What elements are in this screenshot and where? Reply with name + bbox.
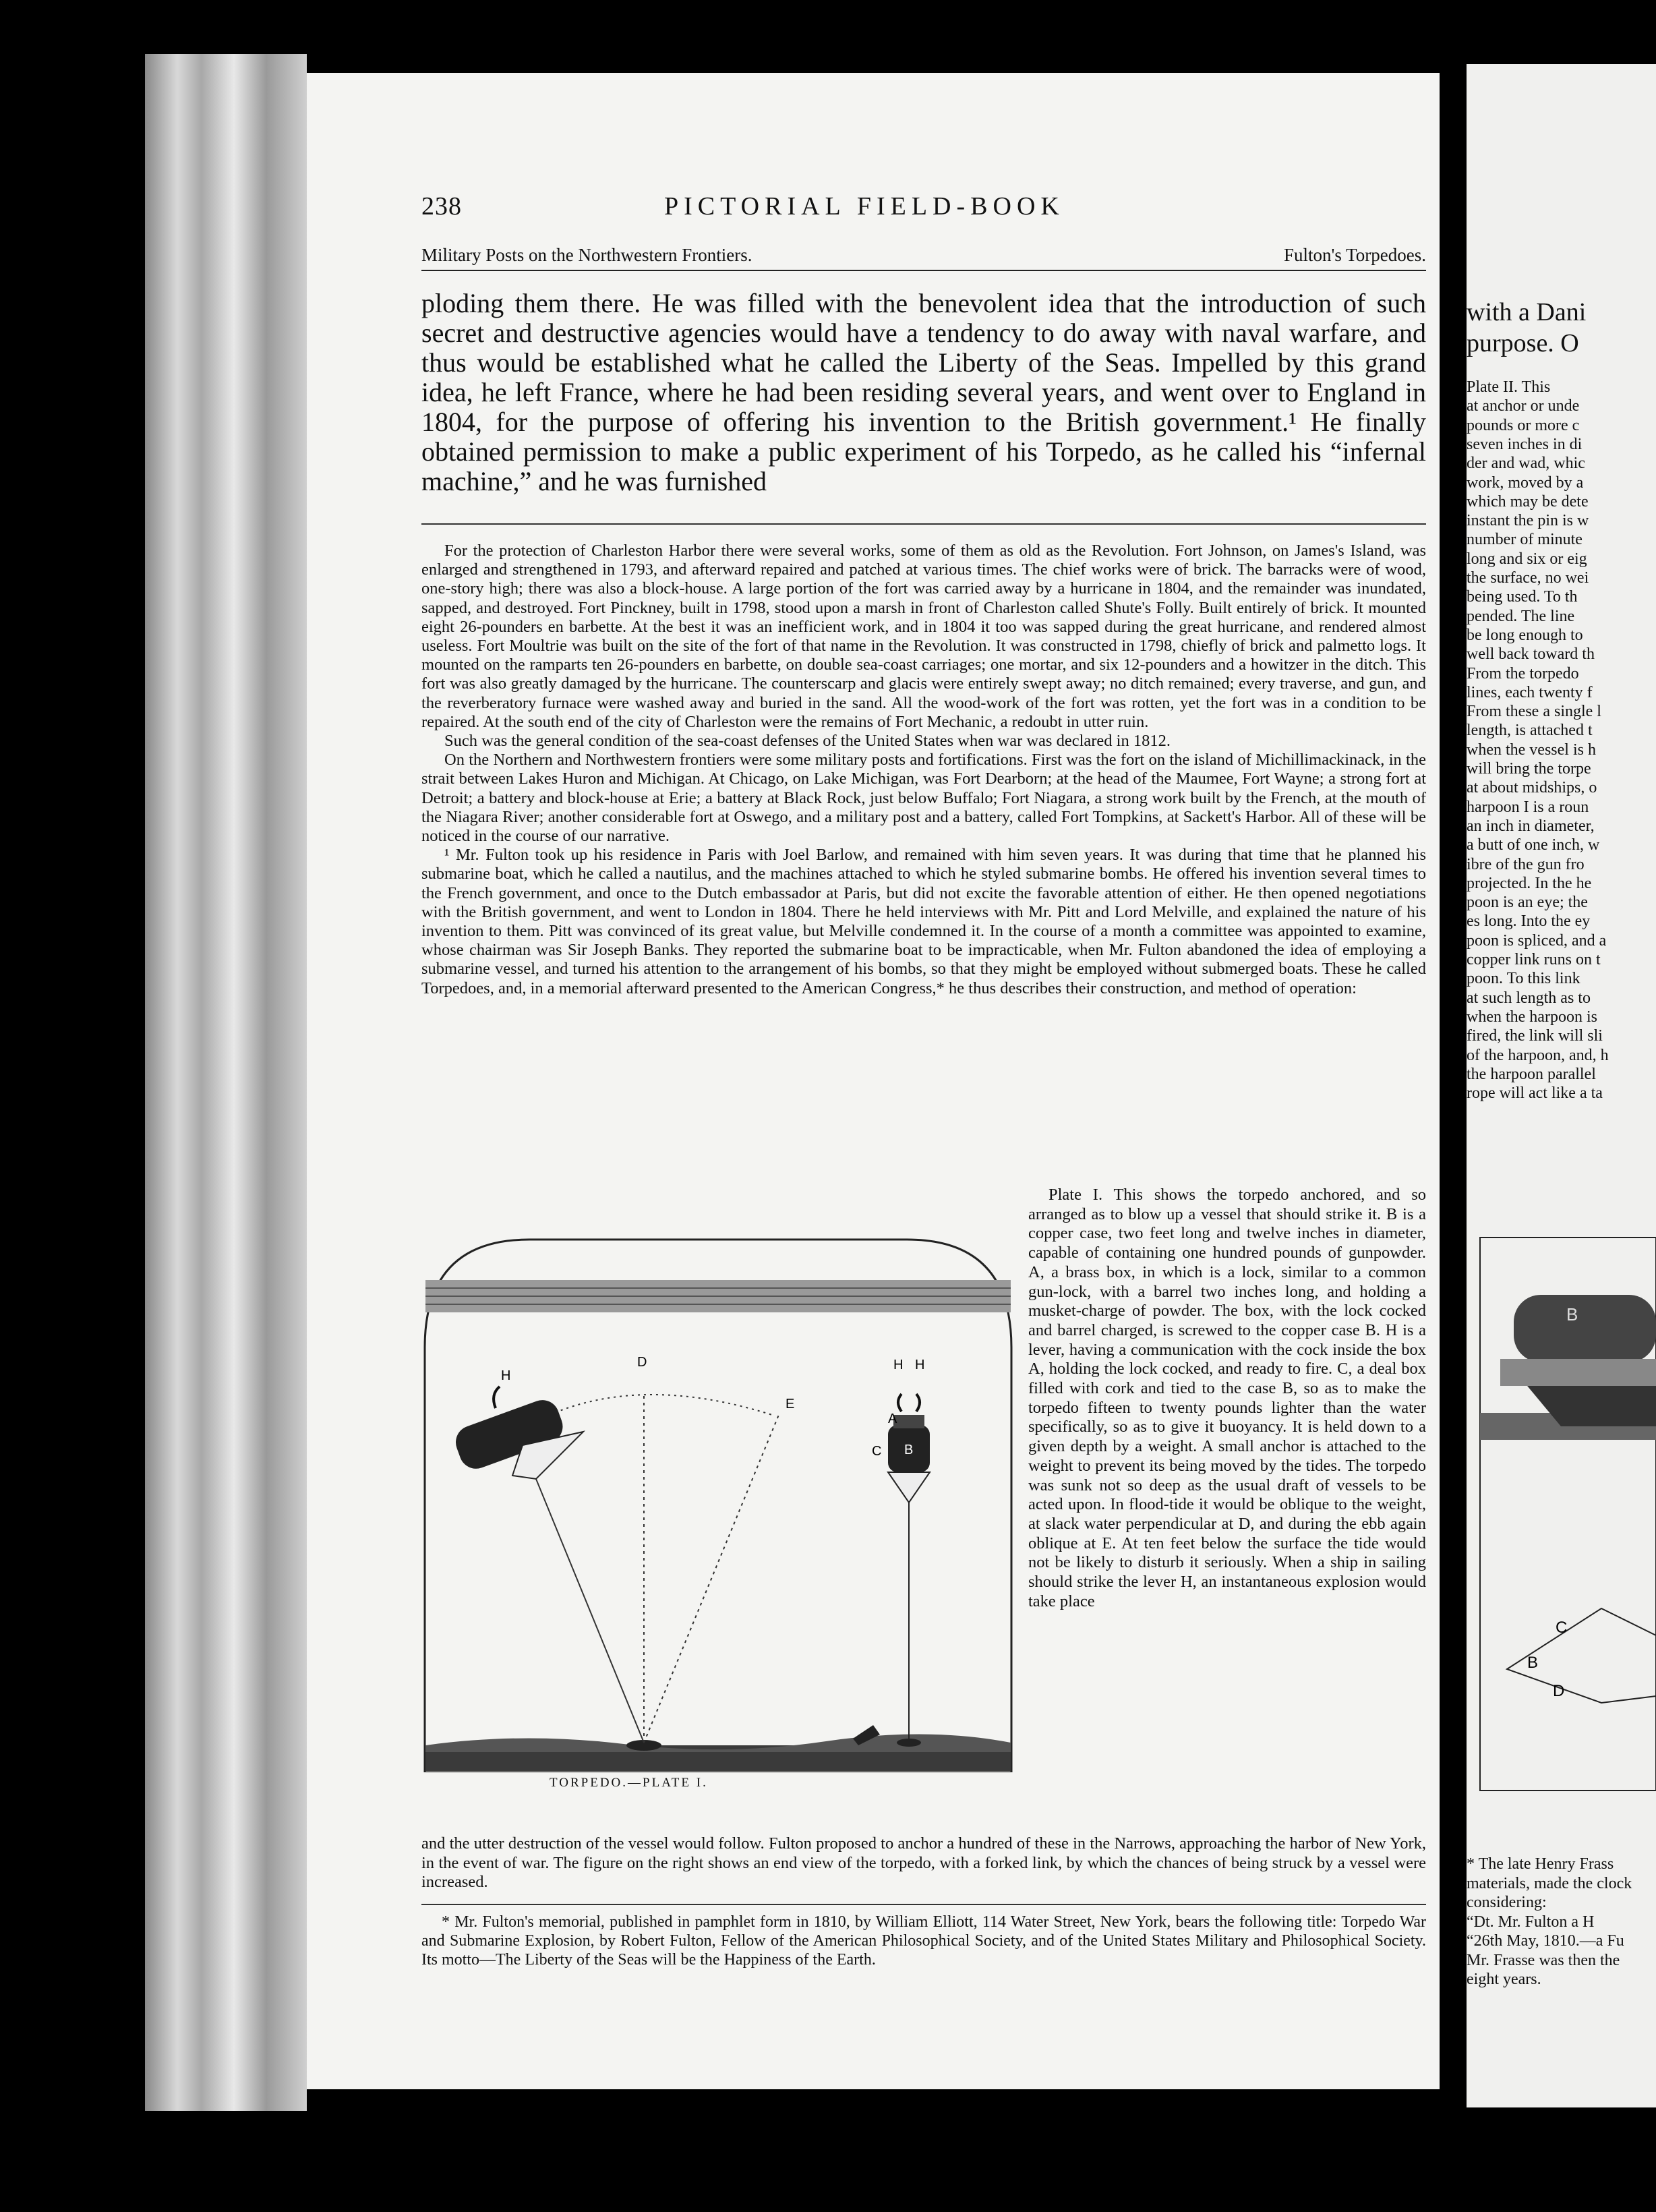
right-page-line: harpoon I is a roun bbox=[1467, 798, 1589, 816]
right-page-line: der and wad, whic bbox=[1467, 455, 1585, 473]
right-page-note-line: eight years. bbox=[1467, 1971, 1541, 1988]
right-page-line: when the harpoon is bbox=[1467, 1008, 1597, 1026]
right-page-line: copper link runs on t bbox=[1467, 951, 1601, 968]
right-page-note-line: materials, made the clock bbox=[1467, 1874, 1632, 1892]
right-page-line: the surface, no wei bbox=[1467, 569, 1589, 587]
right-page-line: when the vessel is h bbox=[1467, 740, 1596, 759]
right-page-line: From these a single l bbox=[1467, 703, 1601, 721]
right-page-line: projected. In the he bbox=[1467, 874, 1592, 892]
label-h-right-2: H bbox=[915, 1358, 925, 1372]
right-page-line: well back toward th bbox=[1467, 645, 1595, 664]
right-page-line: instant the pin is w bbox=[1467, 512, 1589, 530]
right-page-line: es long. Into the ey bbox=[1467, 912, 1591, 931]
footnotes bbox=[421, 542, 1426, 998]
right-page-line: length, is attached t bbox=[1467, 722, 1593, 740]
right-page-line: be long enough to bbox=[1467, 626, 1583, 644]
torpedo-illustration bbox=[421, 1213, 1015, 1772]
right-page-line: work, moved by a bbox=[1467, 473, 1584, 492]
right-page-line: of the harpoon, and, h bbox=[1467, 1046, 1609, 1064]
figure-caption: TORPEDO.—PLATE I. bbox=[550, 1776, 708, 1790]
footnote-general: Such was the general condition of the sea-coast defenses of the United States when war was declared in 1812. bbox=[444, 732, 1171, 751]
right-page-line: will bring the torpe bbox=[1467, 760, 1591, 778]
right-page-note-line: considering: bbox=[1467, 1894, 1547, 1911]
right-page-line: a butt of one inch, w bbox=[1467, 836, 1600, 854]
right-page-line: number of minute bbox=[1467, 531, 1583, 549]
right-page-line: ibre of the gun fro bbox=[1467, 855, 1585, 873]
book-spine bbox=[145, 54, 307, 2111]
section-subhead bbox=[421, 245, 1426, 271]
right-page-line: which may be dete bbox=[1467, 492, 1589, 511]
fig-label-b: B bbox=[1527, 1654, 1539, 1672]
label-a: A bbox=[888, 1411, 897, 1426]
fig-label-d: D bbox=[1553, 1682, 1565, 1700]
main-text: ploding them there. He was filled with the benevolent idea that the introduction of such secret and destructive agencies would have a tendency to do away with naval warfare, and thus would be established what he called the Liberty of the Seas. Impelled by this grand idea, he left France, where he had been residing several years, and went over to England in 1804, for the purpose of offering his invention to the British government.¹ He finally obtained permission to make a public experiment of his Torpedo, as he called his “infernal machine,” and he was furnished bbox=[421, 288, 1426, 496]
right-page-line: the harpoon parallel bbox=[1467, 1065, 1596, 1083]
right-page-line: From the torpedo bbox=[1467, 664, 1579, 682]
right-subhead: Fulton's Torpedoes. bbox=[1284, 245, 1426, 265]
footnote-rule bbox=[421, 523, 1426, 525]
right-page-line: poon. To this link bbox=[1467, 970, 1580, 988]
right-page-note-line: Mr. Frasse was then the bbox=[1467, 1951, 1620, 1969]
right-page-line: being used. To th bbox=[1467, 588, 1578, 606]
right-main-line-1: with a Dani bbox=[1467, 298, 1587, 326]
right-page-line: at anchor or unde bbox=[1467, 397, 1580, 415]
right-page-line: an inch in diameter, bbox=[1467, 817, 1595, 835]
label-c: C bbox=[872, 1444, 882, 1459]
label-d: D bbox=[637, 1355, 647, 1370]
left-page bbox=[307, 73, 1440, 2089]
right-page-line: seven inches in di bbox=[1467, 435, 1583, 453]
right-page-line: poon is spliced, and a bbox=[1467, 931, 1607, 950]
right-page-line: pended. The line bbox=[1467, 607, 1575, 625]
right-page-line: at about midships, o bbox=[1467, 779, 1597, 797]
right-main-line-2: purpose. O bbox=[1467, 329, 1579, 357]
book-title: PICTORIAL FIELD-BOOK bbox=[664, 192, 1065, 221]
memorial-footnote bbox=[421, 1913, 1426, 1969]
label-h-left: H bbox=[501, 1368, 511, 1383]
footnote-fulton: ¹ Mr. Fulton took up his residence in Paris with Joel Barlow, and remained with him seven years. It was during that time that he planned his submarine boat, which he called a nautilus, and the machines attached to which he styled submarine bombs. He offered his invention several times to the French government, and once to the Dutch embassador at Paris, but did not excite the favorable attention of either. He then opened negotiations with the British government, and went to London in 1804. There he held interviews with Mr. Pitt and Lord Melville, and explained the nature of his invention to them. Pitt was convinced of its great value, but Melville condemned it. In the course of a month a committee was appointed to examine, whose chairman was Sir Joseph Banks. They reported the submarine boat to be impracticable, when Mr. Fulton abandoned the idea of employing a submarine vessel, and turned his attention to the arrangement of his bombs, so that they might be employed without submerged boats. These he called Torpedoes, and, in a memorial afterward presented to the American Congress,* he thus describes their construction, and method of operation: bbox=[421, 846, 1426, 997]
right-page-note-line: “26th May, 1810.—a Fu bbox=[1467, 1932, 1624, 1950]
right-page-line: long and six or eig bbox=[1467, 550, 1587, 568]
page-number: 238 bbox=[421, 192, 462, 221]
right-page-note-line: “Dt. Mr. Fulton a H bbox=[1467, 1913, 1595, 1931]
right-page-figure bbox=[1467, 1231, 1656, 1817]
label-h-right-1: H bbox=[893, 1358, 904, 1372]
right-page-line: pounds or more c bbox=[1467, 416, 1580, 434]
right-page-line: rope will act like a ta bbox=[1467, 1084, 1603, 1103]
memorial-rule bbox=[421, 1904, 1426, 1905]
memorial-note-text: * Mr. Fulton's memorial, published in pamphlet form in 1810, by William Elliott, 114 Water Street, New York, bears the following title: Torpedo War and Submarine Explosion, by Robert Fulton, Fellow of the American Philosophical Society, and of the United States Military and Philosophical Society. Its motto—The Liberty of the Seas will be the Happiness of the Earth. bbox=[421, 1913, 1426, 1969]
label-e: E bbox=[786, 1397, 795, 1411]
right-page-line: lines, each twenty f bbox=[1467, 683, 1593, 701]
right-page-line: poon is an eye; the bbox=[1467, 894, 1588, 912]
right-page-line: at such length as to bbox=[1467, 989, 1591, 1007]
footnote-charleston: For the protection of Charleston Harbor there were several works, some of them as old as the Revolution. Fort Johnson, on James's Island, was enlarged and strengthened in 1793, and afterward repaired and patched at various times. The chief works were of brick. The barracks were of wood, one-story high; there was also a block-house. A large portion of the fort was carried away by a hurricane in 1804, and the remainder was inundated, sapped, and destroyed. Fort Pinckney, built in 1798, stood upon a marsh in front of Charleston called Shute's Folly. Built entirely of brick. It mounted eight 26-pounders en barbette. At the best it was an inefficient work, and in 1804 it too was sapped during the great hurricane, and rendered almost useless. Fort Moultrie was built on the site of the fort of that name in the Revolution. It was constructed in 1798, chiefly of brick and palmetto logs. It mounted on the ramparts ten 26-pounders en barbette, on double sea-coast carriages; one mortar, and six 12-pounders and a howitzer in the ditch. This fort was also greatly damaged by the hurricane. The counterscarp and glacis were entirely swept away; no ditch remained; every traverse, and gun, and the reverberatory furnace were washed away and buried in the sand. All the wood-work of the fort was rotten, yet the fort was in a condition to be repaired. At the south end of the city of Charleston were the remains of Fort Mechanic, a redoubt in utter ruin. bbox=[421, 542, 1426, 731]
left-subhead: Military Posts on the Northwestern Frontiers. bbox=[421, 245, 752, 265]
footnote-northern: On the Northern and Northwestern frontiers were some military posts and fortifications. First was the fort on the island of Michillimackinack, in the strait between Lakes Huron and Michigan. At Chicago, on Lake Michigan, was Fort Dearborn; at the head of the Maumee, Fort Wayne; a strong fort at Detroit; a battery and block-house at Erie; a battery at Black Rock, just below Buffalo; Fort Niagara, a strong work built by the French, at the mouth of the Niagara River; another considerable fort at Oswego, and a military post and a battery, called Fort Tompkins, at Sackett's Harbor. All of these will be noticed in the course of our narrative. bbox=[421, 751, 1426, 846]
right-page-note-line: * The late Henry Frass bbox=[1467, 1855, 1614, 1873]
plate-one-description bbox=[1028, 1186, 1426, 1611]
right-page-line: fired, the link will sli bbox=[1467, 1027, 1603, 1045]
fig-label-b-top: B bbox=[1566, 1304, 1578, 1325]
plate-one-text: Plate I. This shows the torpedo anchored, and so arranged as to blow up a vessel that should strike it. B is a copper case, two feet long and twelve inches in diameter, capable of containing one hundred pounds of gunpowder. A, a brass box, in which is a lock, similar to a common gun-lock, with a barrel two inches long, and holding a musket-charge of powder. The box, with the lock cocked and barrel charged, is screwed to the copper case B. H is a lever, having a communication with the cock inside the box A, holding the lock cocked, and ready to fire. C, a deal box filled with cork and tied to the case B, so as to make the torpedo fifteen to twenty pounds lighter than the water specifically, so as to give it buoyancy. It is held down to a given depth by a weight. A small anchor is attached to the weight to prevent its being moved by the tides. The torpedo was sunk not so deep as the usual draft of vessels to be acted upon. In flood-tide it would be oblique to the weight, at slack water perpendicular at D, and during the ebb again oblique at E. At ten feet below the surface the tide would not be likely to disturb it seriously. When a ship in sailing should strike the lever H, an instantaneous explosion would take place bbox=[1028, 1186, 1426, 1610]
after-plate-paragraph: and the utter destruction of the vessel would follow. Fulton proposed to anchor a hundred of these in the Narrows, approaching the harbor of New York, in the event of war. The figure on the right shows an end view of the torpedo, with a forked link, by which the chances of being struck by a vessel were increased. bbox=[421, 1834, 1426, 1892]
right-page-fragment bbox=[1467, 64, 1656, 2107]
label-b: B bbox=[904, 1443, 914, 1457]
right-page-line: Plate II. This bbox=[1467, 378, 1551, 396]
fig-label-c: C bbox=[1556, 1619, 1568, 1637]
after-plate-text bbox=[421, 1834, 1426, 1892]
torpedo-plate-figure bbox=[421, 1213, 1015, 1772]
